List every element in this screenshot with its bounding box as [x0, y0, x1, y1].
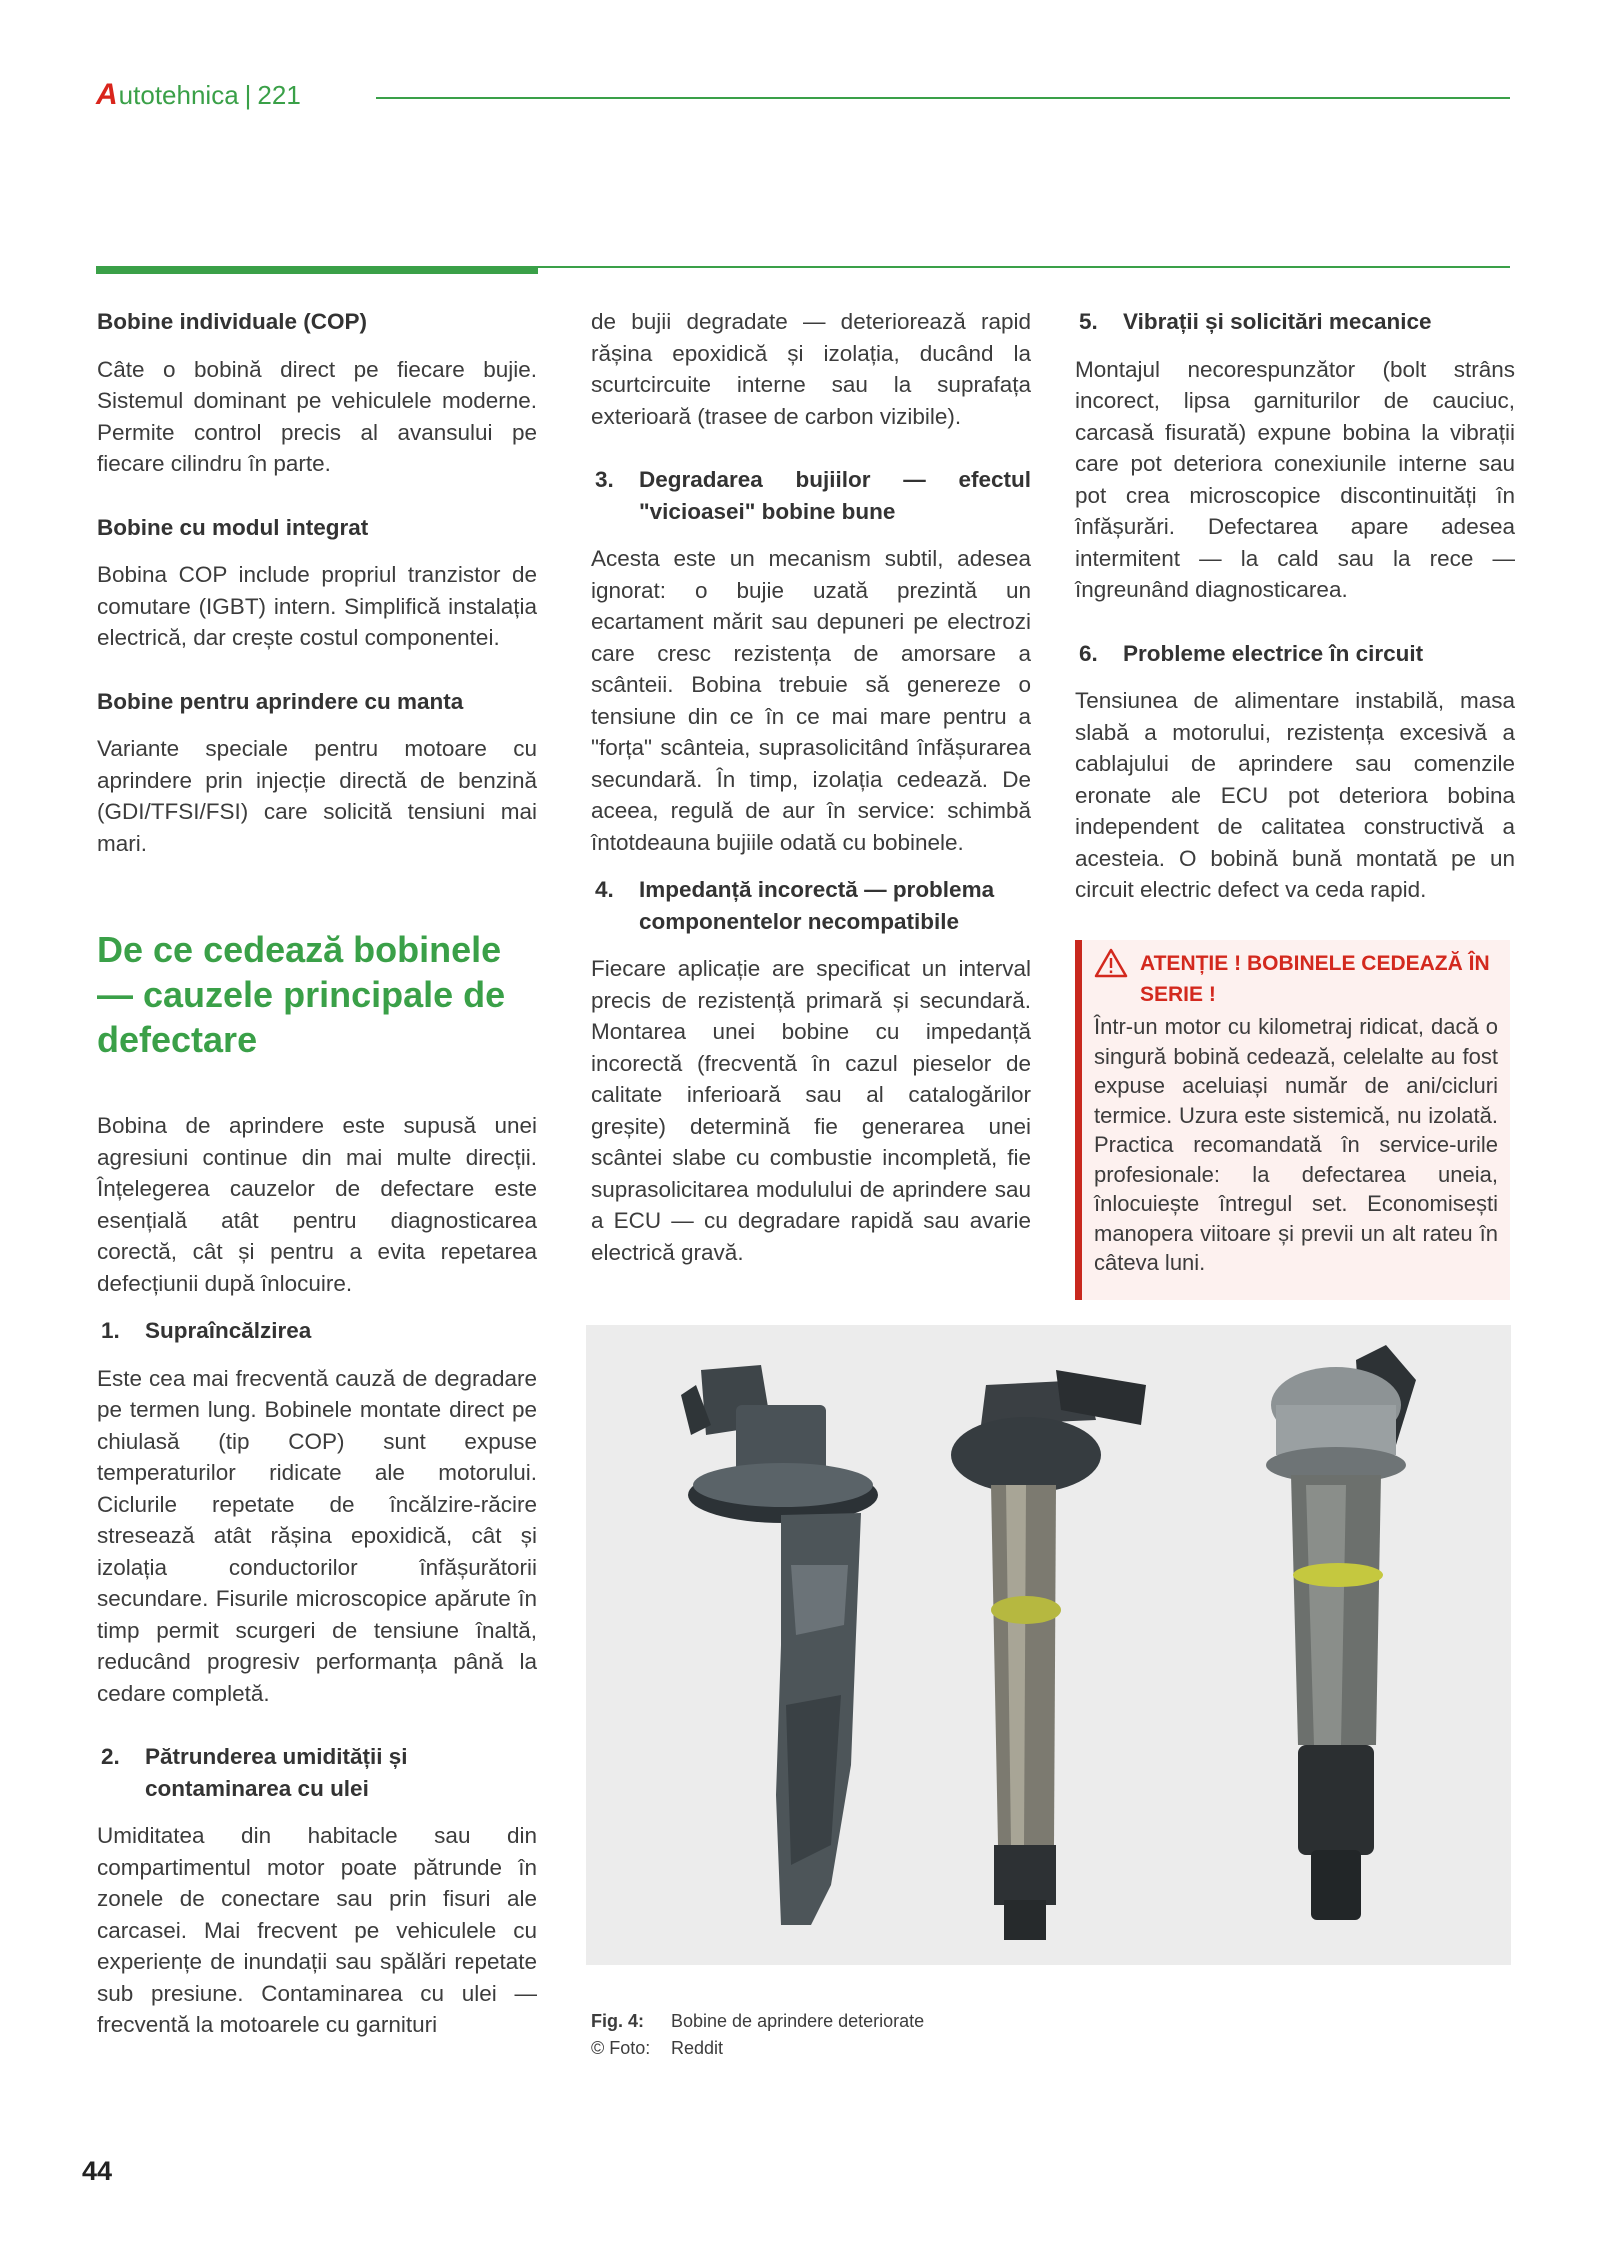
logo-text: utotehnica [118, 79, 239, 110]
section-title: De ce cedează bobinele — cauzele principale de defectare [97, 929, 506, 1060]
warning-text: Într-un motor cu kilometraj ridicat, dacă o singură bobină cedează, celelalte au fost expuse aceluiași număr de ani/cicluri termice. Uzura este sistemică, nu izolată. Practica recomandată în service-urile profesionale: la defectarea uneia, înlocuiește întregul set. Economisești manopera viitoare și previi un alt rateu în câteva luni. [1094, 1014, 1498, 1275]
issue-number: 221 [257, 79, 301, 110]
paragraph-electrical: Tensiunea de alimentare instabilă, masa slabă a motorului, rezistența excesivă a cablajului de aprindere sau comenzile eronate ale ECU pot deteriora bobina independent de calitatea constructivă a acesteia. O bobină bună montată pe un circuit electric defect va ceda rapid. [1075, 688, 1515, 902]
subheading-cop: Bobine individuale (COP) [97, 309, 368, 334]
magazine-header [96, 78, 301, 112]
numbered-heading-5 [1075, 306, 1515, 338]
section-bar-thin [538, 266, 1510, 268]
header-rule [376, 97, 1510, 99]
item-heading: Degradarea bujiilor — efectul "vicioasei" bobine bune [639, 467, 1031, 524]
subheading-integrated: Bobine cu modul integrat [97, 514, 369, 540]
paragraph-cop: Câte o bobină direct pe fiecare bujie. Sistemul dominant pe vehiculele moderne. Permite control precis al avansului pe fiecare cilindru în parte. [97, 356, 537, 476]
item-heading: Pătrunderea umidității și contaminarea cu ulei [145, 1744, 408, 1801]
item-number: 5. [1079, 309, 1098, 334]
warning-title-row [1094, 948, 1498, 1010]
paragraph-manta: Variante speciale pentru motoare cu aprindere prin injecție directă de benzină (GDI/TFSI/FSI) care solicită tensiuni mai mari. [97, 736, 537, 856]
numbered-heading-4 [591, 874, 1031, 937]
logo-letter: A [96, 78, 118, 111]
photo-credit-label: © Foto: [591, 2038, 651, 2058]
item-heading: Probleme electrice în circuit [1123, 640, 1424, 666]
item-number: 3. [595, 467, 614, 492]
warning-box [1075, 940, 1510, 1300]
column-1 [97, 306, 537, 2041]
warning-title: ATENȚIE ! BOBINELE CEDEAZĂ ÎN SERIE ! [1140, 952, 1490, 1006]
figure-caption [591, 2008, 924, 2062]
paragraph-integrated: Bobina COP include propriul tranzistor de comutare (IGBT) intern. Simplifică instalația electrică, dar crește costul componentei. [97, 562, 537, 650]
paragraph-vibrations: Montajul necorespunzător (bolt strâns incorect, lipsa garniturilor de cauciuc, carcasă fisurată) expune bobina la vibrații care pot deteriora conexiunile interne sau pot crea microscopice discontinuități în înfășurări. Defectarea apare adesea intermitent — la cald sau la rece — îngreunând diagnosticarea. [1075, 356, 1515, 602]
item-number: 1. [101, 1318, 120, 1343]
item-heading: Impedanță incorectă — problema componentelor necompatibile [639, 877, 995, 934]
numbered-heading-1 [97, 1315, 537, 1347]
item-heading: Supraîncălzirea [145, 1318, 312, 1343]
paragraph-continued: de bujii degradate — deteriorează rapid rășina epoxidică și izolația, ducând la scurtcircuite interne sau la suprafața exterioară (trasee de carbon vizibile). [591, 309, 1031, 429]
column-2 [591, 306, 1031, 1268]
paragraph-overheating: Este cea mai frecventă cauză de degradare pe termen lung. Bobinele montate direct pe chiulasă (tip COP) sunt expuse temperaturilor ridicate ale motorului. Ciclurile repetate de încălzire-răcire stresează atât rășina epoxidică, cât și izolația conductorilor înfășurătorii secundare. Fisurile microscopice apărute în timp permit scurgeri de tensiune înaltă, reducând progresiv performanța până la cedare completă. [97, 1365, 537, 1706]
ignition-coils-photo [586, 1325, 1511, 1965]
section-bar-thick [96, 266, 538, 274]
intro-paragraph: Bobina de aprindere este supusă unei agresiuni continue din mai multe direcții. Înțelegerea cauzelor de defectare este esențială atât pentru diagnosticarea corectă, cât și pentru a evita repetarea defecțiunii după înlocuire. [97, 1113, 537, 1296]
numbered-heading-3 [591, 464, 1031, 527]
numbered-heading-2 [97, 1741, 537, 1804]
subheading-manta: Bobine pentru aprindere cu manta [97, 688, 464, 714]
numbered-heading-6 [1075, 638, 1515, 670]
photo-credit: Reddit [671, 2038, 724, 2058]
paragraph-spark-plugs: Acesta este un mecanism subtil, adesea ignorat: o bujie uzată prezintă un ecartament mărit sau depuneri pe electrozi care cresc rezistența de amorsare a scânteii. Bobina trebuie să genereze o tensiune din ce în ce mai mare pentru a "forța" scânteia, suprasolicitând înfășurarea secundară. În timp, izolația cedează. De aceea, regulă de aur în service: schimbă întotdeauna bujiile odată cu bobinele. [591, 546, 1031, 855]
page-number: 44 [82, 2156, 113, 2186]
paragraph-moisture: Umiditatea din habitacle sau din compartimentul motor poate pătrunde în zonele de conectare sau prin fisuri ale carcasei. Mai frecvent pe vehiculele cu experiențe de inundații sau spălări repetate sub presiune. Contaminarea cu ulei — frecventă la motoarele cu garnituri [97, 1823, 537, 2037]
warning-triangle-icon [1094, 948, 1130, 1010]
item-heading: Vibrații și solicitări mecanice [1123, 309, 1432, 334]
column-3 [1075, 306, 1515, 906]
figure-label: Fig. 4: [591, 2011, 644, 2031]
paragraph-impedance: Fiecare aplicație are specificat un interval precis de rezistență primară și secundară. Montarea unei bobine cu impedanță incorectă (frecventă în cazul pieselor de calitate inferioară sau al catalogărilor greșite) determină fie generarea unei scântei slabe cu combustie incompletă, fie suprasolicitarea modulului de aprindere sau a ECU — cu degradare rapidă sau avarie electrică gravă. [591, 956, 1031, 1265]
item-number: 6. [1079, 640, 1098, 666]
item-number: 4. [595, 877, 614, 902]
item-number: 2. [101, 1744, 120, 1769]
figure-caption-text: Bobine de aprindere deteriorate [671, 2011, 925, 2031]
header-separator: | [244, 79, 252, 110]
